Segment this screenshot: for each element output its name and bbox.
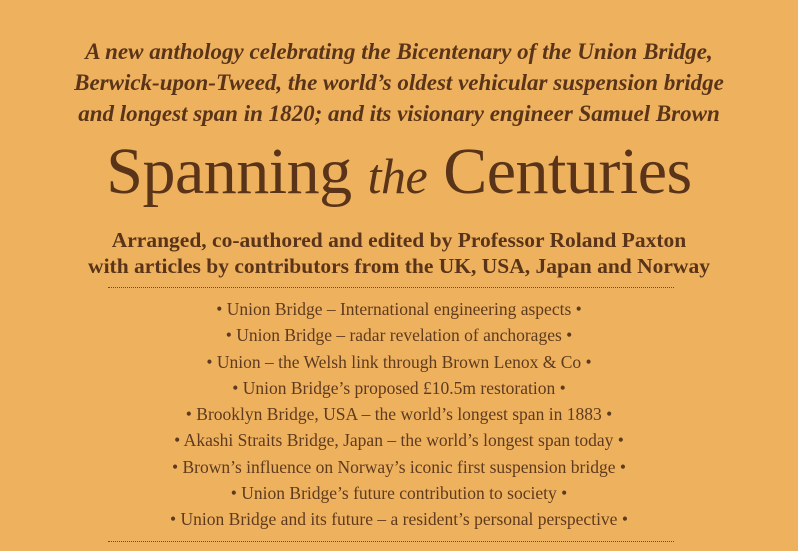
- intro-line: Berwick-upon-Tweed, the world’s oldest vehicular suspension bridge: [74, 70, 724, 95]
- list-item: • Union Bridge’s proposed £10.5m restoration •: [232, 377, 566, 398]
- intro-line: A new anthology celebrating the Bicentenary of the Union Bridge,: [85, 39, 713, 64]
- intro-line: and longest span in 1820; and its visionary engineer Samuel Brown: [78, 101, 720, 126]
- book-title: [0, 133, 798, 215]
- credits: [0, 227, 798, 279]
- contents-list: [0, 296, 798, 533]
- intro-text: [0, 36, 798, 129]
- credit-line: Arranged, co-authored and edited by Professor Roland Paxton: [111, 228, 687, 252]
- title-word-spanning: Spanning: [106, 135, 352, 208]
- credit-line: with articles by contributors from the UK, USA, Japan and Norway: [88, 254, 710, 278]
- dotted-divider-top: [108, 287, 674, 288]
- list-item: • Union Bridge – radar revelation of anchorages •: [225, 325, 573, 346]
- list-item: • Union – the Welsh link through Brown Lenox & Co •: [206, 351, 592, 372]
- list-item: • Brown’s influence on Norway’s iconic first suspension bridge •: [171, 456, 627, 477]
- title-word-the: the: [367, 148, 428, 204]
- title-word-centuries: Centuries: [443, 135, 692, 208]
- list-item: • Union Bridge and its future – a resident’s personal perspective •: [170, 509, 628, 530]
- list-item: • Union Bridge – International engineering aspects •: [216, 299, 582, 319]
- list-item: • Union Bridge’s future contribution to society •: [230, 483, 568, 504]
- list-item: • Akashi Straits Bridge, Japan – the world’s longest span today •: [174, 430, 624, 451]
- list-item: • Brooklyn Bridge, USA – the world’s longest span in 1883 •: [185, 404, 613, 425]
- dotted-divider-bottom: [108, 541, 674, 542]
